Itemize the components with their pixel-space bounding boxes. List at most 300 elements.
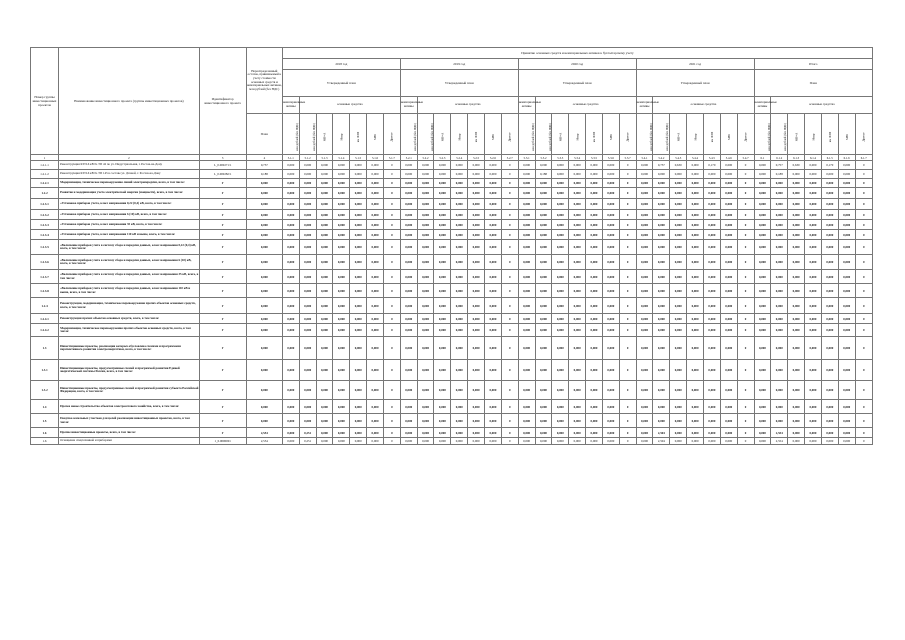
index-cell: 6.1.2 (771, 155, 788, 161)
row-name: Модернизация, техническое перевооружение линий электропередачи, всего, в том числе: (59, 179, 200, 188)
row-value: 0,000 (569, 381, 586, 400)
row-number: 1.2.3.1 (31, 199, 59, 210)
row-value: 0,000 (451, 210, 468, 220)
row-name: «Включение приборов учета в систему сбора и передачи данных, класс напряжения 110 кВ и выше, всего, в том числе: (59, 284, 200, 298)
row-value: 0,000 (367, 337, 384, 360)
row-value: 0 (855, 381, 872, 400)
row-value: 0,000 (602, 438, 619, 445)
row-value: 0,000 (299, 284, 316, 298)
row-value: 0,000 (451, 414, 468, 428)
row-value: 0,000 (535, 230, 552, 240)
row-value: 0,000 (687, 230, 704, 240)
header-leaf (501, 114, 518, 155)
row-value: 0 (383, 230, 400, 240)
row-value: 0,000 (299, 255, 316, 270)
row-value: 0 (383, 428, 400, 438)
row-value: 0,000 (485, 230, 502, 240)
row-value: 0,000 (468, 161, 485, 170)
row-value: 0,000 (535, 414, 552, 428)
row-value: 0,000 (316, 381, 333, 400)
row-value: 0,757 (653, 161, 670, 170)
table-row (31, 220, 873, 230)
row-value: 0 (855, 298, 872, 314)
row-value: 0,000 (754, 210, 771, 220)
row-value: 0,000 (586, 400, 603, 414)
row-value: 0,000 (788, 298, 805, 314)
row-remainder: 0,188 (246, 170, 282, 179)
row-value: 0,000 (485, 298, 502, 314)
row-value: 0,170 (821, 161, 838, 170)
row-value: 0,000 (434, 240, 451, 255)
row-value: 0,000 (417, 270, 434, 284)
row-name: «Включение приборов учета в систему сбора и передачи данных, класс напряжения 0,22 (0,4) кВ, всего, в том числе: (59, 240, 200, 255)
row-value: 0,000 (720, 284, 737, 298)
row-value: 0,000 (788, 220, 805, 230)
header-leaf (720, 114, 737, 155)
row-value: 0,000 (771, 400, 788, 414)
row-value: 0,000 (805, 230, 822, 240)
row-value: 0,000 (636, 337, 653, 360)
row-remainder: 0,000 (246, 298, 282, 314)
index-cell: 5.1.5 (350, 155, 367, 161)
row-value: 0,000 (670, 400, 687, 414)
row-value: 0,000 (468, 210, 485, 220)
header-plan: План (246, 114, 282, 155)
row-value: 0 (737, 360, 754, 381)
row-value: 0,000 (754, 188, 771, 199)
row-value: 0,000 (754, 161, 771, 170)
row-value: 0,000 (771, 284, 788, 298)
row-value: 0 (383, 381, 400, 400)
row-value: 0,000 (552, 438, 569, 445)
row-value: 0,000 (451, 284, 468, 298)
row-value: 0,000 (417, 360, 434, 381)
row-value: 0,000 (417, 255, 434, 270)
row-value: 0,000 (350, 188, 367, 199)
index-cell: 5.4.2 (653, 155, 670, 161)
row-value: 0,000 (670, 179, 687, 188)
row-value: 0 (737, 381, 754, 400)
row-value: 0 (383, 161, 400, 170)
row-value: 0,000 (299, 400, 316, 414)
row-value: 0 (619, 324, 636, 337)
table-row (31, 284, 873, 298)
row-value: 0,000 (586, 438, 603, 445)
row-value: 0,000 (367, 170, 384, 179)
rotated-header-label: млн рублей (без НДС) (530, 122, 535, 152)
row-value: 0,000 (485, 284, 502, 298)
row-value: 0,000 (653, 381, 670, 400)
row-value: 0,000 (468, 170, 485, 179)
row-value: 0,000 (468, 230, 485, 240)
row-number: 1.6 (31, 428, 59, 438)
row-value: 0,000 (586, 161, 603, 170)
row-value: 0,000 (552, 337, 569, 360)
row-value: 0,000 (552, 199, 569, 210)
row-value: 0,000 (788, 324, 805, 337)
rotated-header-label: Мвар (693, 133, 698, 141)
row-value: 0,000 (282, 255, 299, 270)
row-id: Г (199, 428, 246, 438)
row-value: 0,000 (400, 314, 417, 324)
investment-table (30, 47, 873, 445)
row-remainder: 0,000 (246, 255, 282, 270)
row-value: 0,000 (569, 199, 586, 210)
row-value: 0,000 (653, 360, 670, 381)
index-cell: 6.1.5 (821, 155, 838, 161)
row-value: 0 (737, 324, 754, 337)
row-value: 0,000 (282, 170, 299, 179)
header-leaf (788, 114, 805, 155)
row-value: 0,630 (788, 161, 805, 170)
row-value: 0,000 (350, 199, 367, 210)
row-value: 0,000 (367, 428, 384, 438)
header-leaf (636, 114, 653, 155)
row-value: 0,000 (400, 270, 417, 284)
row-value: 0 (501, 298, 518, 314)
row-value: 0,000 (720, 298, 737, 314)
row-value: 0,000 (821, 360, 838, 381)
row-value: 0,000 (434, 270, 451, 284)
row-value: 0,000 (788, 188, 805, 199)
row-value: 0,000 (653, 240, 670, 255)
row-id: Г (199, 414, 246, 428)
index-cell: 5.1.4 (333, 155, 350, 161)
rotated-header-label: км ЛЭП (356, 131, 361, 143)
row-value: 0,000 (703, 179, 720, 188)
row-value: 0,000 (805, 199, 822, 210)
row-remainder: 0,000 (246, 414, 282, 428)
header-leaf (535, 114, 552, 155)
index-cell: 5.2.7 (501, 155, 518, 161)
row-value: 0,000 (720, 161, 737, 170)
row-value: 0,000 (316, 314, 333, 324)
row-value: 0,000 (703, 284, 720, 298)
row-value: 0 (501, 230, 518, 240)
index-cell: 3 (199, 155, 246, 161)
header-leaf (451, 114, 468, 155)
table-row (31, 170, 873, 179)
row-value: 0,000 (703, 314, 720, 324)
header-leaf (518, 114, 535, 155)
row-value: 0,000 (602, 210, 619, 220)
row-value: 0,000 (602, 400, 619, 414)
row-value: 0,000 (468, 255, 485, 270)
row-value: 0,000 (417, 314, 434, 324)
rotated-header-label: МВт (373, 134, 378, 140)
header-project-name: Наименование инвестиционного проекта (группы инвестиционных проектов) (59, 48, 200, 155)
row-value: 0 (855, 161, 872, 170)
row-value: 0,000 (670, 337, 687, 360)
row-value: 0,000 (299, 298, 316, 314)
row-value: 0,000 (569, 314, 586, 324)
index-cell: 5.3.4 (569, 155, 586, 161)
row-value: 0,000 (468, 199, 485, 210)
header-leaf (771, 114, 788, 155)
row-value: 0,000 (518, 284, 535, 298)
row-value: 0,000 (703, 337, 720, 360)
row-value: 0,000 (687, 161, 704, 170)
row-value: 0,000 (821, 438, 838, 445)
row-value: 0,000 (468, 298, 485, 314)
row-value: 0,000 (703, 170, 720, 179)
row-value: 0,000 (703, 438, 720, 445)
rotated-header-label: Другое (743, 132, 748, 142)
row-name: «Установка приборов учета, класс напряжения 0,22 (0,4) кВ, всего, в том числе: (59, 199, 200, 210)
header-fixed-assets: основные средства (535, 97, 636, 114)
row-value: 0,000 (451, 360, 468, 381)
row-value: 0,000 (670, 170, 687, 179)
row-value: 0,000 (316, 179, 333, 188)
row-value: 0,000 (838, 428, 855, 438)
index-cell: 5.4.3 (670, 155, 687, 161)
row-value: 0 (855, 314, 872, 324)
row-value: 0,000 (838, 438, 855, 445)
row-name: Модернизация, техническое перевооружение прочих объектов основных средств, всего, в том числе: (59, 324, 200, 337)
row-id: Г (199, 255, 246, 270)
row-value: 0,000 (805, 240, 822, 255)
row-value: 0 (855, 400, 872, 414)
row-value: 0,000 (451, 199, 468, 210)
row-value: 0,000 (602, 240, 619, 255)
row-value: 0,000 (535, 428, 552, 438)
row-value: 0,000 (333, 170, 350, 179)
row-value: 0,000 (451, 324, 468, 337)
header-intangible-assets: нематериальные активы (754, 97, 771, 114)
row-value: 0,000 (535, 298, 552, 314)
row-value: 0,000 (821, 220, 838, 230)
row-value: 0,000 (451, 438, 468, 445)
rotated-header-label: млн рублей (без НДС) (412, 122, 417, 152)
row-value: 0,000 (805, 438, 822, 445)
header-remainder: Нераспределенный остаток, принимаемый к учету стоимости основных средств и нематериальных активов, млн рублей (без НДС) (246, 48, 282, 114)
row-value: 0 (501, 179, 518, 188)
row-value: 0 (737, 210, 754, 220)
row-value: 0 (619, 220, 636, 230)
row-value: 0,000 (636, 210, 653, 220)
row-value: 0,000 (569, 324, 586, 337)
row-value: 0,000 (754, 230, 771, 240)
row-number: 1.2.1.2 (31, 170, 59, 179)
row-id: L_0.000282/1 (199, 170, 246, 179)
row-value: 0,000 (316, 161, 333, 170)
row-value: 0,000 (367, 179, 384, 188)
row-value: 0,000 (703, 360, 720, 381)
row-value: 0,251 (299, 428, 316, 438)
row-value: 0,000 (299, 381, 316, 400)
row-value: 0,000 (805, 284, 822, 298)
row-value: 0,000 (468, 360, 485, 381)
row-value: 0,000 (720, 314, 737, 324)
index-cell: 5.1.3 (316, 155, 333, 161)
row-value: 0,000 (451, 298, 468, 314)
row-value: 0,000 (400, 414, 417, 428)
row-value: 0,000 (838, 400, 855, 414)
header-leaf (602, 114, 619, 155)
row-value: 0,000 (805, 298, 822, 314)
row-value: 0,000 (552, 220, 569, 230)
index-cell: 6.1.6 (838, 155, 855, 161)
row-value: 0,000 (653, 414, 670, 428)
row-value: 0,000 (485, 270, 502, 284)
row-value: 0,000 (282, 210, 299, 220)
table-row (31, 298, 873, 314)
row-value: 0,000 (602, 188, 619, 199)
header-leaf (417, 114, 434, 155)
row-number: 1.2.3.2 (31, 210, 59, 220)
row-value: 0,000 (838, 161, 855, 170)
row-value: 0 (855, 240, 872, 255)
row-value: 0,000 (636, 220, 653, 230)
row-value: 0,000 (316, 324, 333, 337)
row-value: 0,000 (333, 284, 350, 298)
row-value: 0,000 (602, 255, 619, 270)
row-value: 0 (619, 210, 636, 220)
row-value: 0,000 (468, 220, 485, 230)
row-value: 0 (619, 170, 636, 179)
row-name: Покупка земельных участков для целей реализации инвестиционных проектов, всего, в том числе: (59, 414, 200, 428)
index-cell: 5.2.4 (451, 155, 468, 161)
row-value: 0,000 (451, 255, 468, 270)
row-value: 0,000 (400, 230, 417, 240)
row-value: 0 (383, 255, 400, 270)
row-value: 0,000 (451, 220, 468, 230)
row-value: 0,000 (586, 170, 603, 179)
table-row (31, 270, 873, 284)
row-value: 0,000 (282, 179, 299, 188)
row-value: 0 (501, 240, 518, 255)
row-value: 0,000 (434, 414, 451, 428)
table-row (31, 400, 873, 414)
index-cell: 5.1.2 (299, 155, 316, 161)
row-value: 0,000 (400, 220, 417, 230)
row-value: 0,000 (653, 220, 670, 230)
row-value: 0,000 (653, 210, 670, 220)
row-value: 0,000 (367, 314, 384, 324)
row-value: 0,000 (586, 360, 603, 381)
row-value: 0,000 (485, 414, 502, 428)
row-value: 0,000 (316, 428, 333, 438)
row-value: 0,000 (518, 298, 535, 314)
row-value: 0,000 (636, 230, 653, 240)
row-value: 0,000 (569, 428, 586, 438)
row-value: 0 (619, 414, 636, 428)
row-name: Реконструкция КТП-6 кВ № ТП 42 по ул. Индустриальная, г. Ростов-на-Дону (59, 161, 200, 170)
row-value: 0,000 (805, 360, 822, 381)
row-value: 0,000 (316, 270, 333, 284)
row-value: 0,000 (316, 284, 333, 298)
row-value: 2,504 (653, 438, 670, 445)
row-value: 0,000 (687, 314, 704, 324)
row-value: 0,000 (838, 337, 855, 360)
row-value: 0,000 (434, 210, 451, 220)
header-leaf (855, 114, 872, 155)
row-value: 0,000 (316, 414, 333, 428)
row-value: 0,000 (485, 179, 502, 188)
row-remainder: 0,000 (246, 270, 282, 284)
row-remainder: 0,000 (246, 314, 282, 324)
row-value: 0,000 (687, 170, 704, 179)
row-value: 0,000 (636, 179, 653, 188)
row-value: 0,000 (754, 170, 771, 179)
row-value: 0,000 (485, 314, 502, 324)
row-value: 0,000 (316, 188, 333, 199)
row-value: 0,000 (653, 230, 670, 240)
row-value: 0,000 (805, 170, 822, 179)
row-value: 0,000 (282, 438, 299, 445)
row-value: 0,000 (485, 170, 502, 179)
row-value: 0,000 (552, 188, 569, 199)
row-value: 0,000 (468, 381, 485, 400)
header-leaf (552, 114, 569, 155)
row-value: 0 (383, 199, 400, 210)
row-value: 0,000 (771, 220, 788, 230)
row-value: 0,000 (434, 360, 451, 381)
row-value: 0,000 (350, 210, 367, 220)
row-value: 0,000 (434, 255, 451, 270)
row-value: 0,000 (535, 438, 552, 445)
header-intangible-assets: нематериальные активы (518, 97, 535, 114)
rotated-header-label: км ЛЭП (709, 131, 714, 143)
header-fixed-assets: основные средства (653, 97, 754, 114)
row-value: 0,000 (670, 438, 687, 445)
index-cell: 5.4.7 (737, 155, 754, 161)
row-name: Оснащение спецтехникой и приборами (59, 438, 200, 445)
row-value: 0,000 (687, 284, 704, 298)
header-row (31, 48, 873, 59)
row-value: 0,000 (434, 220, 451, 230)
row-value: 0,000 (653, 270, 670, 284)
row-value: 0,000 (670, 270, 687, 284)
row-value: 0,000 (400, 210, 417, 220)
row-value: 0,000 (535, 284, 552, 298)
row-number: 1.5 (31, 414, 59, 428)
row-value: 0,000 (299, 314, 316, 324)
row-value: 0,000 (586, 179, 603, 188)
row-value: 0 (619, 188, 636, 199)
row-value: 0,000 (282, 400, 299, 414)
row-id: 1_0.0000001 (199, 438, 246, 445)
row-value: 0,000 (299, 188, 316, 199)
row-value: 0,000 (569, 414, 586, 428)
header-leaf (703, 114, 720, 155)
row-value: 0,000 (703, 298, 720, 314)
row-value: 0,000 (569, 220, 586, 230)
row-value: 0,000 (805, 220, 822, 230)
row-id: Г (199, 400, 246, 414)
row-value: 0,000 (485, 324, 502, 337)
row-value: 0,000 (838, 179, 855, 188)
row-value: 0 (855, 360, 872, 381)
row-value: 0 (383, 438, 400, 445)
header-leaf (367, 114, 384, 155)
row-value: 0,000 (569, 400, 586, 414)
row-value: 0,000 (333, 438, 350, 445)
table-row (31, 240, 873, 255)
row-value: 0,000 (451, 270, 468, 284)
header-leaf (754, 114, 771, 155)
row-value: 0,000 (586, 199, 603, 210)
row-value: 0,000 (636, 270, 653, 284)
row-value: 0,000 (400, 179, 417, 188)
row-value: 0,000 (518, 360, 535, 381)
row-id: Г (199, 230, 246, 240)
row-value: 0,000 (821, 179, 838, 188)
row-value: 0,000 (788, 337, 805, 360)
row-value: 0 (855, 179, 872, 188)
row-value: 0 (383, 179, 400, 188)
row-value: 0,000 (434, 188, 451, 199)
